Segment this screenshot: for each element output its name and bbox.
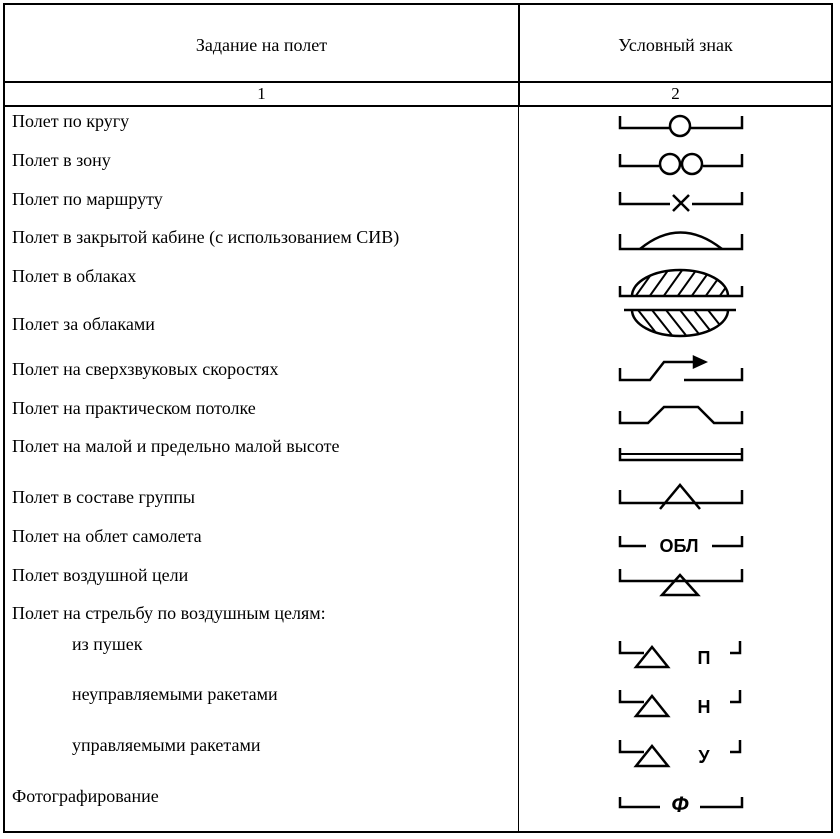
row-label-guided: управляемыми ракетами: [72, 735, 261, 755]
symbol-obl-text: ОБЛ: [659, 536, 699, 556]
zone-flight-icon: [610, 146, 750, 180]
row-label-circle: Полет по кругу: [12, 111, 130, 131]
test-flight-icon: [610, 528, 750, 562]
row-label-low-altitude: Полет на малой и предельно малой высоте: [12, 436, 340, 456]
row-label-route: Полет по маршруту: [12, 189, 163, 209]
group-flight-icon: [610, 478, 750, 512]
guns-shooting-icon: [610, 637, 750, 671]
symbol-n-text: Н: [697, 697, 711, 717]
row-label-photo: Фотографирование: [12, 786, 159, 806]
ceiling-flight-icon: [610, 393, 750, 427]
route-flight-icon: [610, 184, 750, 218]
symbol-p-text: П: [697, 648, 711, 668]
column-number-1: 1: [257, 84, 266, 103]
column-divider-body: [518, 105, 519, 833]
row-label-in-clouds: Полет в облаках: [12, 266, 137, 286]
row-label-guns: из пушек: [72, 634, 143, 654]
photography-icon: [610, 787, 750, 821]
column-number-2: 2: [671, 84, 680, 103]
row-label-closed-cabin: Полет в закрытой кабине (с использованием СИВ): [12, 227, 400, 247]
row-label-test-flight: Полет на облет самолета: [12, 526, 202, 546]
header-task: Задание на полет: [195, 35, 328, 55]
row-label-unguided: неуправляемыми ракетами: [72, 684, 278, 704]
row-label-air-target: Полет воздушной цели: [12, 565, 189, 585]
low-altitude-icon: [610, 434, 750, 468]
symbol-u-text: У: [698, 747, 710, 767]
supersonic-flight-icon: [610, 352, 750, 386]
header-divider: [5, 81, 831, 83]
clouds-flight-icon: [610, 260, 750, 350]
row-label-shooting: Полет на стрельбу по воздушным целям:: [12, 603, 326, 623]
number-row-divider: [5, 105, 831, 107]
guided-rockets-icon: [610, 736, 750, 770]
symbol-f-text: Ф: [671, 792, 689, 817]
row-label-above-clouds: Полет за облаками: [12, 314, 155, 334]
row-label-ceiling: Полет на практическом потолке: [12, 398, 256, 418]
row-label-supersonic: Полет на сверхзвуковых скоростях: [12, 359, 279, 379]
air-target-icon: [610, 563, 750, 597]
closed-cabin-icon: [610, 222, 750, 256]
unguided-rockets-icon: [610, 686, 750, 720]
header-symbol: Условный знак: [618, 35, 733, 55]
row-label-zone: Полет в зону: [12, 150, 111, 170]
circle-flight-icon: [610, 108, 750, 142]
row-label-group: Полет в составе группы: [12, 487, 195, 507]
